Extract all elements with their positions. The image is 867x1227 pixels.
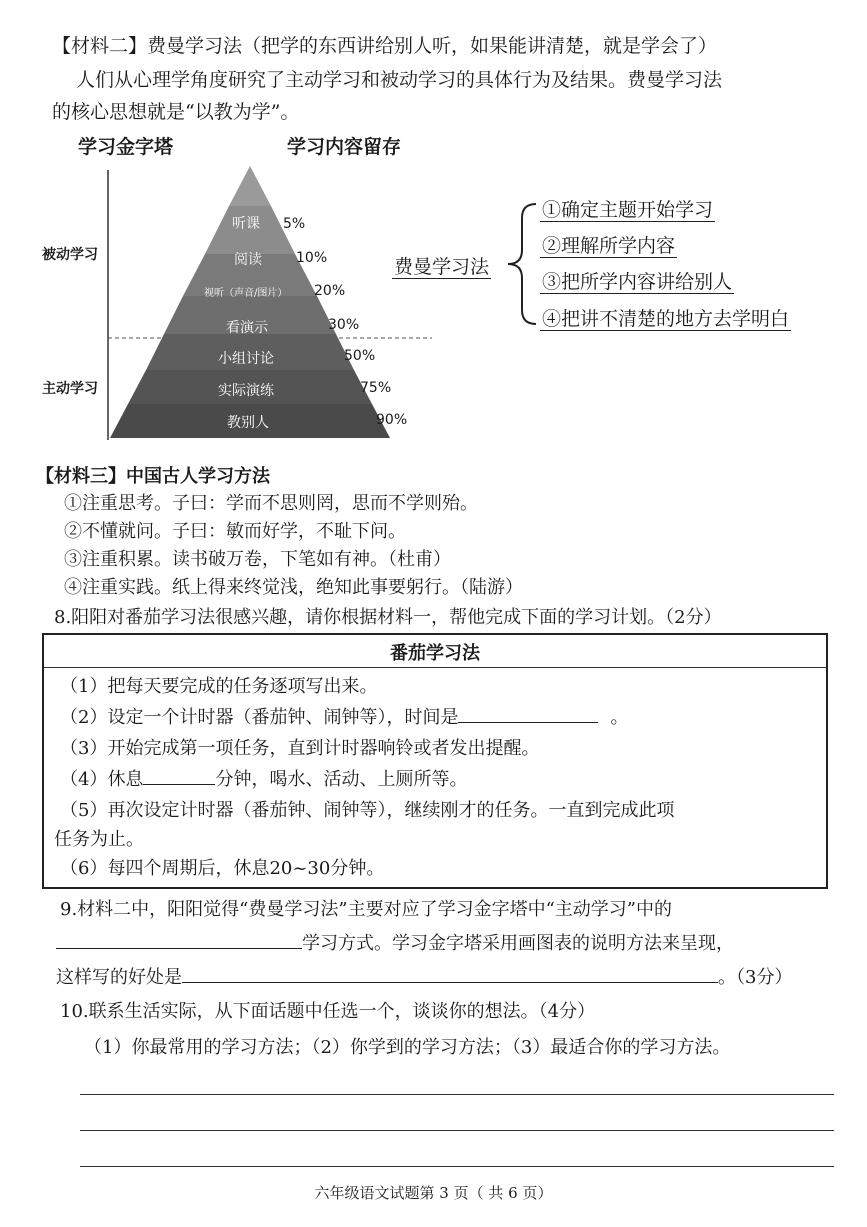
answer-line-2[interactable] — [80, 1130, 834, 1131]
layer-percent-2: 10% — [296, 250, 328, 266]
question-9-line3 — [56, 964, 792, 992]
pyramid-layer-1 — [229, 166, 271, 206]
break-minutes-blank[interactable] — [143, 766, 215, 785]
tomato-step-1: （1）把每天要完成的任务逐项写出来。 — [60, 676, 378, 697]
question-9-line3-text: 这样写的好处是 — [56, 967, 182, 988]
tomato-step-5-line1: （5）再次设定计时器（番茄钟、闹钟等），继续刚才的任务。一直到完成此项 — [60, 800, 675, 821]
passive-learning-label: 被动学习 — [42, 247, 98, 263]
tomato-step-2 — [60, 704, 628, 732]
tomato-step-4-text: （4）休息 — [60, 769, 144, 790]
learning-style-blank[interactable] — [56, 930, 302, 949]
page-footer: 六年级语文试题第 3 页（ 共 6 页） — [314, 1184, 553, 1202]
material2-paragraph-line1: 人们从心理学角度研究了主动学习和被动学习的具体行为及结果。费曼学习法 — [76, 69, 723, 91]
feynman-method-label: 费曼学习法 — [394, 256, 490, 278]
material2-paragraph-line2: 的核心思想就是“以教为学”。 — [52, 101, 300, 123]
tomato-step-4-end: 分钟，喝水、活动、上厕所等。 — [215, 769, 468, 790]
timer-duration-blank[interactable] — [458, 704, 598, 723]
brace-icon — [500, 198, 540, 330]
tomato-step-6: （6）每四个周期后，休息20~30分钟。 — [60, 858, 385, 879]
layer-percent-1: 5% — [283, 216, 306, 232]
tomato-method-table — [42, 633, 828, 889]
tomato-step-3: （3）开始完成第一项任务，直到计时器响铃或者发出提醒。 — [60, 738, 540, 759]
tomato-method-title: 番茄学习法 — [390, 643, 480, 664]
retention-title: 学习内容留存 — [287, 136, 402, 158]
question-10-options: （1）你最常用的学习方法；（2）你学到的学习方法；（3）最适合你的学习方法。 — [84, 1037, 731, 1058]
answer-line-1[interactable] — [80, 1094, 834, 1095]
tomato-step-4 — [60, 766, 467, 794]
active-learning-label: 主动学习 — [42, 381, 98, 397]
feynman-step-3: ③把所学内容讲给别人 — [542, 271, 733, 293]
feynman-step-3-wrap — [540, 269, 734, 295]
layer-label-7: 教别人 — [227, 415, 269, 431]
question-9-score: 。（3分） — [718, 967, 793, 988]
question-9-line1: 9.材料二中，阳阳觉得“费曼学习法”主要对应了学习金字塔中“主动学习”中的 — [60, 899, 672, 920]
tomato-step-2-text: （2）设定一个计时器（番茄钟、闹钟等），时间是 — [60, 707, 459, 728]
layer-label-4: 看演示 — [226, 320, 268, 336]
question-9-line2-text: 学习方式。学习金字塔采用画图表的说明方法来呈现， — [302, 933, 734, 954]
answer-line-3[interactable] — [80, 1166, 834, 1167]
feynman-step-2-wrap — [540, 233, 677, 259]
layer-percent-3: 20% — [314, 283, 346, 299]
feynman-step-1: ①确定主题开始学习 — [542, 199, 714, 221]
material3-item-3: ③注重积累。读书破万卷，下笔如有神。（杜甫） — [64, 549, 451, 570]
feynman-label-wrap — [392, 254, 491, 280]
layer-percent-6: 75% — [360, 380, 392, 396]
question-8-prompt: 8.阳阳对番茄学习法很感兴趣，请你根据材料一，帮他完成下面的学习计划。（2分） — [54, 607, 722, 628]
layer-percent-4: 30% — [328, 317, 360, 333]
layer-label-6: 实际演练 — [218, 383, 274, 399]
feynman-step-2: ②理解所学内容 — [542, 235, 676, 257]
material3-item-2: ②不懂就问。子曰：敏而好学，不耻下问。 — [64, 521, 406, 542]
material3-item-4: ④注重实践。纸上得来终觉浅，绝知此事要躬行。（陆游） — [64, 577, 523, 598]
question-10-prompt: 10.联系生活实际，从下面话题中任选一个，谈谈你的想法。（4分） — [60, 1001, 596, 1022]
tomato-step-5-line2: 任务为止。 — [54, 829, 144, 850]
layer-label-5: 小组讨论 — [218, 351, 274, 367]
material2-heading: 【材料二】费曼学习法（把学的东西讲给别人听，如果能讲清楚，就是学会了） — [52, 35, 718, 57]
layer-label-3: 视听（声音/图片） — [204, 288, 288, 299]
pyramid-title: 学习金字塔 — [78, 136, 174, 158]
layer-label-1: 听课 — [232, 216, 260, 232]
table-divider — [44, 667, 826, 668]
benefit-answer-blank[interactable] — [182, 964, 718, 983]
feynman-step-1-wrap — [540, 197, 715, 223]
feynman-step-4: ④把讲不清楚的地方去学明白 — [542, 308, 790, 330]
material3-item-1: ①注重思考。子曰：学而不思则罔，思而不学则殆。 — [64, 493, 478, 514]
layer-percent-7: 90% — [376, 412, 408, 428]
question-9-line2 — [56, 930, 734, 958]
material3-heading: 【材料三】中国古人学习方法 — [36, 466, 270, 487]
layer-percent-5: 50% — [344, 348, 376, 364]
layer-label-2: 阅读 — [234, 252, 262, 268]
feynman-step-4-wrap — [540, 306, 791, 332]
tomato-step-2-end: 。 — [610, 707, 629, 728]
learning-pyramid-figure — [40, 160, 440, 450]
